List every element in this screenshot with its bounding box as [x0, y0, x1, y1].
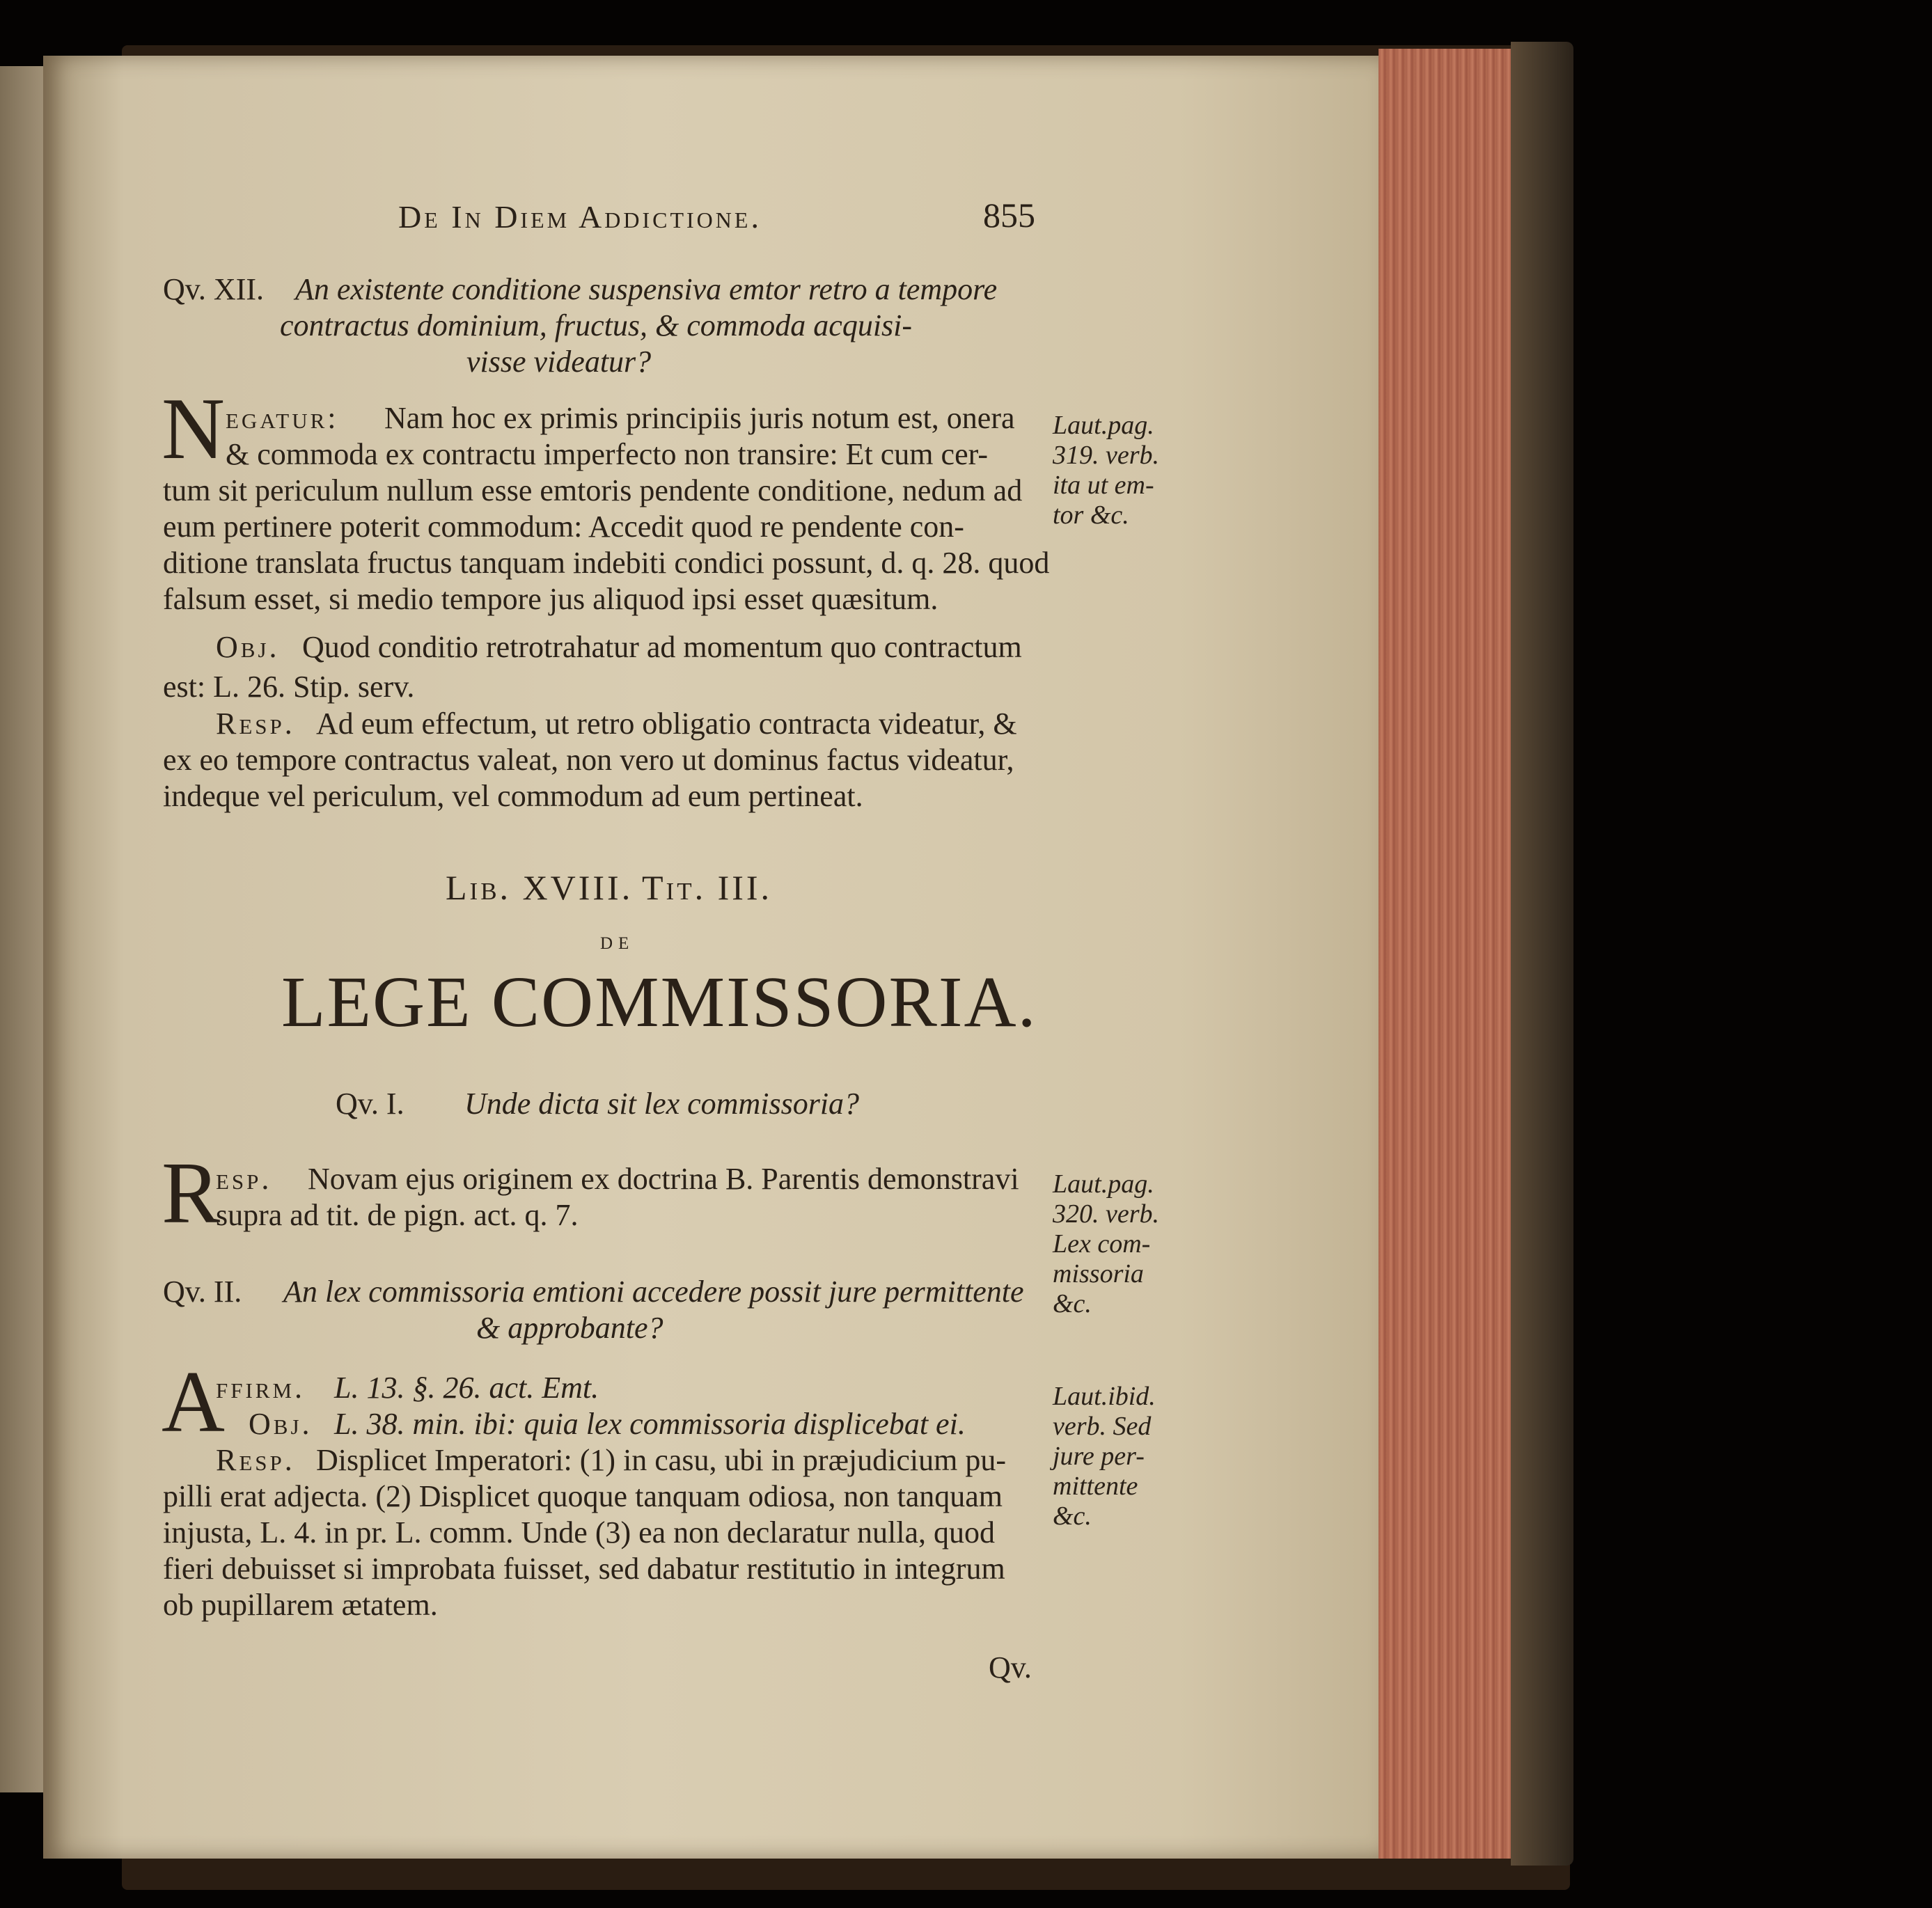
objection-label: Obj. — [216, 630, 280, 664]
response-line: Ad eum effectum, ut retro obligatio contracta videatur, & — [316, 707, 1017, 741]
response-line: injusta, L. 4. in pr. L. comm. Unde (3) ea non declaratur nulla, quod — [163, 1515, 996, 1550]
drop-cap: R — [162, 1145, 221, 1242]
question-line: contractus dominium, fructus, & commoda acquisi- — [280, 308, 913, 342]
book-page — [43, 56, 1379, 1859]
paragraph-line: tum sit periculum nullum esse emtoris pendente conditione, nedum ad — [163, 473, 1023, 507]
question-line: visse videatur? — [466, 345, 652, 379]
response-line: fieri debuisset si improbata fuisset, sed dabatur restitutio in integrum — [163, 1552, 1005, 1586]
response-line: ex eo tempore contractus valeat, non vero ut dominus factus videatur, — [163, 743, 1014, 777]
running-title: De In Diem Addictione. — [398, 199, 762, 235]
title-number: Tit. III. — [642, 868, 773, 907]
question-label: Qv. II. — [163, 1275, 242, 1309]
response-line: ob pupillarem ætatem. — [163, 1588, 438, 1622]
paragraph-line: & commoda ex contractu imperfecto non transire: Et cum cer- — [226, 437, 989, 471]
paragraph-line: L. 13. §. 26. act. Emt. — [334, 1371, 599, 1405]
drop-cap: A — [162, 1354, 225, 1451]
objection-line: est: L. 26. Stip. serv. — [163, 670, 415, 704]
margin-note: Laut.pag. 319. verb. ita ut em- tor &c. — [1053, 411, 1160, 530]
response-label: Resp. — [216, 1443, 295, 1477]
objection-line: Quod conditio retrotrahatur ad momentum quo contractum — [302, 630, 1022, 664]
paragraph-line: ditione translata fructus tanquam indebiti condici possunt, d. q. 28. quod — [163, 546, 1050, 580]
paragraph-lead: egatur: — [226, 401, 339, 435]
book-number: Lib. XVIII. — [446, 868, 634, 907]
question-line: An lex commissoria emtioni accedere possit jure permittente — [283, 1275, 1024, 1309]
catchword: Qv. — [989, 1650, 1032, 1685]
paragraph-line: falsum esset, si medio tempore jus aliquod ipsi esset quæsitum. — [163, 582, 938, 616]
section-title: LEGE COMMISSORIA. — [281, 962, 1037, 1042]
paragraph-line: Novam ejus originem ex doctrina B. Parentis demonstravi — [308, 1162, 1019, 1196]
heading-de: de — [600, 927, 635, 954]
objection-label: Obj. — [249, 1407, 313, 1441]
paragraph-lead: esp. — [216, 1162, 272, 1196]
paragraph-line: eum pertinere poterit commodum: Accedit quod re pendente con- — [163, 510, 964, 544]
page-number: 855 — [983, 196, 1035, 235]
margin-note: Laut.pag. 320. verb. Lex com- missoria &c. — [1053, 1169, 1160, 1318]
question-line: & approbante? — [476, 1311, 663, 1345]
drop-cap: N — [162, 381, 225, 478]
question-line: An existente conditione suspensiva emtor retro a tempore — [295, 272, 998, 306]
response-line: indeque vel periculum, vel commodum ad eum pertineat. — [163, 779, 863, 813]
objection-line: L. 38. min. ibi: quia lex commissoria displicebat ei. — [334, 1407, 966, 1441]
question-line: Unde dicta sit lex commissoria? — [464, 1087, 860, 1121]
response-line: pilli erat adjecta. (2) Displicet quoque tanquam odiosa, non tanquam — [163, 1479, 1003, 1513]
response-label: Resp. — [216, 707, 295, 741]
book-cover — [1511, 42, 1573, 1866]
red-page-edges — [1379, 49, 1511, 1859]
paragraph-lead: ffirm. — [216, 1371, 306, 1405]
margin-note: Laut.ibid. verb. Sed jure per- mittente &c. — [1053, 1382, 1156, 1531]
paragraph-line: supra ad tit. de pign. act. q. 7. — [216, 1198, 579, 1232]
question-label: Qv. I. — [336, 1087, 405, 1121]
question-label: Qv. XII. — [163, 272, 264, 306]
paragraph-line: Nam hoc ex primis principiis juris notum est, onera — [384, 401, 1015, 435]
response-line: Displicet Imperatori: (1) in casu, ubi in præjudicium pu- — [316, 1443, 1007, 1477]
